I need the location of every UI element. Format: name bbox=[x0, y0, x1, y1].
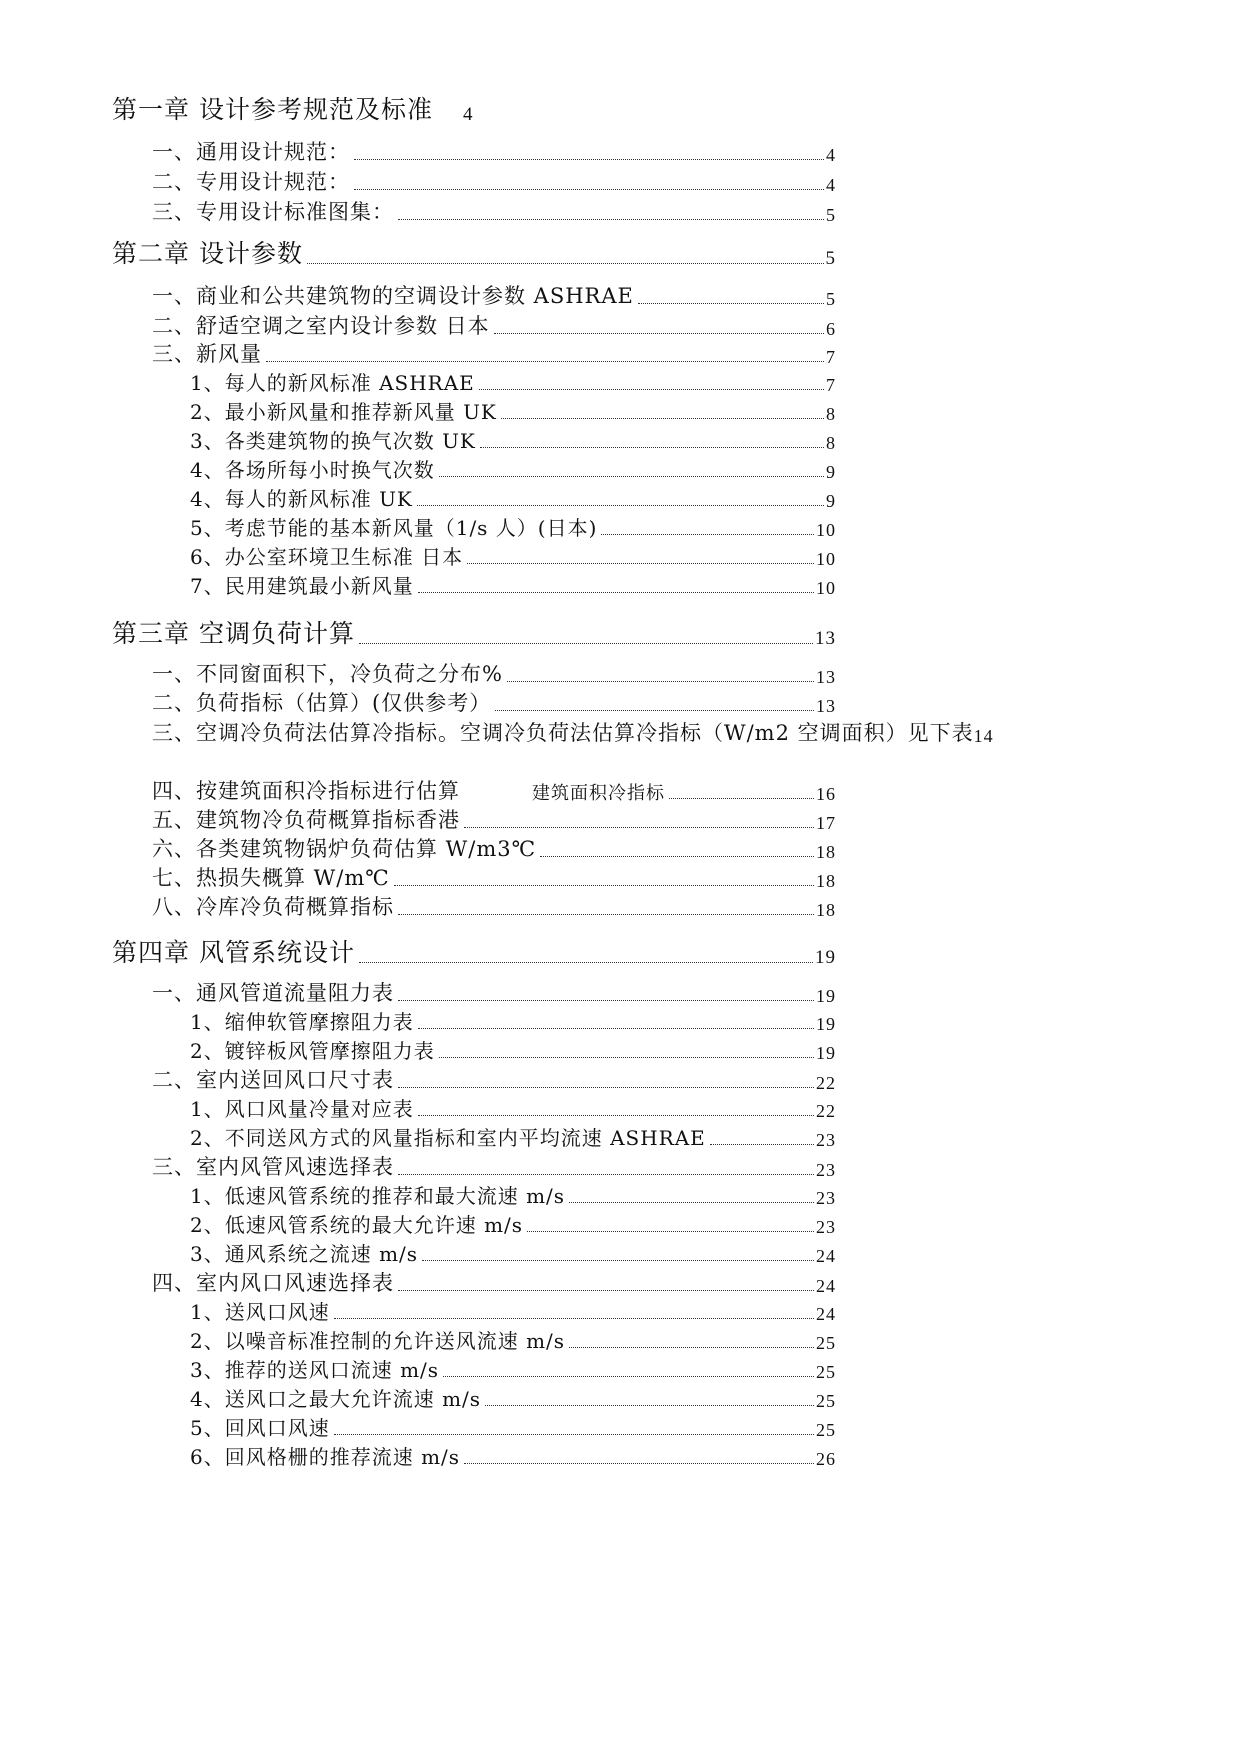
watermark: zhulong.com bbox=[485, 645, 670, 678]
toc-section[interactable] bbox=[152, 687, 836, 717]
toc-entry-label: 六、各类建筑物锅炉负荷估算 W/m3℃ bbox=[152, 837, 537, 861]
toc-entry-label: 3、通风系统之流速 m/s bbox=[190, 1242, 419, 1266]
toc-subsection[interactable] bbox=[190, 1383, 836, 1412]
toc-dot-leader bbox=[422, 1260, 814, 1261]
toc-page-number: 7 bbox=[826, 375, 836, 395]
toc-entry-label: 6、回风格栅的推荐流速 m/s bbox=[190, 1445, 461, 1469]
toc-subsection[interactable] bbox=[190, 1412, 836, 1441]
toc-entry-label: 第一章 设计参考规范及标准 bbox=[112, 95, 433, 124]
toc-entry-label: 3、推荐的送风口流速 m/s bbox=[190, 1358, 440, 1382]
toc-dot-leader bbox=[354, 159, 824, 160]
toc-dot-leader bbox=[494, 333, 824, 334]
toc-page-number: 9 bbox=[826, 491, 836, 511]
toc-page-number: 18 bbox=[816, 842, 836, 862]
toc-page-number: 24 bbox=[816, 1304, 836, 1324]
toc-section[interactable] bbox=[152, 833, 836, 863]
toc-page-number: 5 bbox=[826, 205, 836, 225]
toc-subsection[interactable] bbox=[190, 1035, 836, 1064]
toc-dot-leader bbox=[334, 1434, 814, 1435]
toc-page-number: 23 bbox=[816, 1130, 836, 1150]
toc-page-number: 9 bbox=[826, 462, 836, 482]
toc-dot-leader bbox=[359, 962, 813, 963]
toc-dot-leader bbox=[464, 827, 814, 828]
toc-chapter[interactable] bbox=[112, 933, 836, 969]
toc-entry-label: 4、送风口之最大允许流速 m/s bbox=[190, 1387, 482, 1411]
toc-dot-leader bbox=[439, 476, 824, 477]
toc-entry-label: 三、空调冷负荷法估算冷指标。空调冷负荷法估算冷指标（W/m2 空调面积）见下表 bbox=[152, 721, 974, 745]
toc-dot-leader bbox=[501, 418, 824, 419]
toc-entry-label: 2、低速风管系统的最大允许速 m/s bbox=[190, 1213, 524, 1237]
toc-dot-leader bbox=[569, 1202, 814, 1203]
toc-subsection[interactable] bbox=[190, 1006, 836, 1035]
toc-entry-label: 2、最小新风量和推荐新风量 UK bbox=[190, 400, 497, 424]
toc-subsection[interactable] bbox=[190, 1325, 836, 1354]
toc-page-number: 19 bbox=[816, 986, 836, 1006]
toc-dot-leader bbox=[601, 534, 814, 535]
toc-dot-leader bbox=[398, 914, 814, 915]
toc-entry-label: 6、办公室环境卫生标准 日本 bbox=[190, 545, 464, 569]
toc-subsection[interactable] bbox=[190, 1354, 836, 1383]
toc-section[interactable] bbox=[152, 136, 836, 166]
toc-dot-leader bbox=[569, 1347, 814, 1348]
toc-page-number: 19 bbox=[815, 947, 836, 968]
toc-entry-label: 第三章 空调负荷计算 bbox=[112, 619, 355, 648]
toc-section[interactable] bbox=[152, 717, 994, 747]
toc-subsection[interactable] bbox=[190, 1180, 836, 1209]
toc-chapter[interactable] bbox=[112, 614, 836, 650]
toc-entry-label: 2、以噪音标准控制的允许送风流速 m/s bbox=[190, 1329, 566, 1353]
toc-subsection[interactable] bbox=[190, 425, 836, 454]
toc-dot-leader bbox=[479, 389, 824, 390]
toc-entry-label: 1、每人的新风标准 ASHRAE bbox=[190, 371, 475, 395]
toc-entry-label: 一、通用设计规范： bbox=[152, 140, 350, 164]
toc-page-number: 7 bbox=[826, 347, 836, 367]
toc-dot-leader bbox=[418, 1115, 814, 1116]
toc-entry-label: 4、每人的新风标准 UK bbox=[190, 487, 413, 511]
toc-dot-leader bbox=[669, 798, 814, 799]
toc-section[interactable] bbox=[152, 977, 836, 1007]
toc-page-number: 5 bbox=[825, 248, 836, 269]
toc-page-number: 19 bbox=[816, 1014, 836, 1034]
toc-entry-label: 二、专用设计规范： bbox=[152, 170, 350, 194]
toc-chapter[interactable] bbox=[112, 90, 473, 126]
toc-entry-label: 5、考虑节能的基本新风量（1/s 人）(日本) bbox=[190, 516, 598, 540]
toc-entry-label: 1、风口风量冷量对应表 bbox=[190, 1097, 414, 1121]
toc-subsection[interactable] bbox=[190, 1238, 836, 1267]
toc-dot-leader bbox=[467, 563, 814, 564]
toc-page-number: 25 bbox=[816, 1362, 836, 1382]
toc-subsection[interactable] bbox=[190, 541, 836, 570]
toc-section[interactable] bbox=[152, 310, 836, 340]
toc-page-number: 18 bbox=[816, 900, 836, 920]
toc-subsection[interactable] bbox=[190, 1441, 836, 1470]
toc-entry-label: 4、各场所每小时换气次数 bbox=[190, 458, 435, 482]
toc-page-number: 14 bbox=[973, 726, 994, 746]
toc-entry-label: 5、回风口风速 bbox=[190, 1416, 330, 1440]
toc-dot-leader bbox=[480, 447, 824, 448]
toc-dot-leader bbox=[710, 1144, 814, 1145]
toc-page-number: 13 bbox=[815, 628, 836, 649]
toc-page-number: 13 bbox=[816, 696, 836, 716]
toc-entry-label: 1、送风口风速 bbox=[190, 1300, 330, 1324]
toc-dot-leader bbox=[417, 505, 824, 506]
toc-page-number: 4 bbox=[826, 145, 836, 165]
toc-page-number: 25 bbox=[816, 1420, 836, 1440]
toc-section[interactable] bbox=[152, 338, 836, 368]
toc-dot-leader bbox=[439, 1057, 814, 1058]
toc-section[interactable] bbox=[152, 196, 836, 226]
toc-entry-label: 二、负荷指标（估算）(仅供参考） bbox=[152, 691, 492, 715]
toc-dot-leader bbox=[398, 219, 824, 220]
toc-section[interactable] bbox=[152, 1267, 836, 1297]
toc-entry-label: 3、各类建筑物的换气次数 UK bbox=[190, 429, 476, 453]
toc-dot-leader bbox=[418, 592, 814, 593]
toc-section[interactable] bbox=[152, 775, 836, 805]
toc-dot-leader bbox=[443, 1376, 814, 1377]
toc-subsection[interactable] bbox=[190, 396, 836, 425]
toc-page-number: 23 bbox=[816, 1160, 836, 1180]
toc-subsection[interactable] bbox=[190, 454, 836, 483]
toc-page-number: 24 bbox=[816, 1246, 836, 1266]
toc-subsection[interactable] bbox=[190, 512, 836, 541]
toc-page-number: 4 bbox=[826, 175, 836, 195]
toc-page-number: 22 bbox=[816, 1073, 836, 1093]
toc-page-number: 25 bbox=[816, 1333, 836, 1353]
toc-dot-leader bbox=[398, 1174, 814, 1175]
toc-page-number: 25 bbox=[816, 1391, 836, 1411]
toc-subsection[interactable] bbox=[190, 570, 836, 599]
toc-page-number: 6 bbox=[826, 319, 836, 339]
toc-entry-label: 2、不同送风方式的风量指标和室内平均流速 ASHRAE bbox=[190, 1126, 706, 1150]
toc-dot-leader bbox=[464, 1463, 814, 1464]
toc-entry-label: 一、不同窗面积下，冷负荷之分布% bbox=[152, 662, 503, 686]
toc-page-number: 10 bbox=[816, 520, 836, 540]
toc-dot-leader bbox=[507, 681, 814, 682]
toc-dot-leader bbox=[540, 856, 814, 857]
toc-page-number: 16 bbox=[816, 784, 836, 804]
toc-page-number: 19 bbox=[816, 1043, 836, 1063]
toc-entry-label: 1、缩伸软管摩擦阻力表 bbox=[190, 1010, 414, 1034]
toc-subsection[interactable] bbox=[190, 1209, 836, 1238]
toc-section[interactable] bbox=[152, 280, 836, 310]
toc-entry-label: 第二章 设计参数 bbox=[112, 239, 303, 268]
toc-subsection[interactable] bbox=[190, 1296, 836, 1325]
toc-dot-leader bbox=[527, 1231, 814, 1232]
toc-entry-label: 一、商业和公共建筑物的空调设计参数 ASHRAE bbox=[152, 284, 634, 308]
toc-section[interactable] bbox=[152, 862, 836, 892]
toc-subsection[interactable] bbox=[190, 1122, 836, 1151]
toc-dot-leader bbox=[266, 361, 824, 362]
toc-entry-label: 2、镀锌板风管摩擦阻力表 bbox=[190, 1039, 435, 1063]
toc-dot-leader bbox=[354, 189, 824, 190]
toc-entry-label: 三、新风量 bbox=[152, 342, 262, 366]
toc-page-number: 26 bbox=[816, 1449, 836, 1469]
toc-entry-label: 二、室内送回风口尺寸表 bbox=[152, 1068, 394, 1092]
toc-entry-label: 七、热损失概算 W/m℃ bbox=[152, 866, 390, 890]
toc-chapter[interactable] bbox=[112, 234, 836, 270]
toc-subsection[interactable] bbox=[190, 1093, 836, 1122]
toc-entry-label: 四、室内风口风速选择表 bbox=[152, 1271, 394, 1295]
toc-page-number: 10 bbox=[816, 578, 836, 598]
toc-page-number: 22 bbox=[816, 1101, 836, 1121]
toc-entry-label: 四、按建筑面积冷指标进行估算 bbox=[152, 779, 460, 803]
toc-dot-leader bbox=[394, 885, 814, 886]
toc-entry-label: 八、冷库冷负荷概算指标 bbox=[152, 895, 394, 919]
toc-dot-leader bbox=[307, 263, 824, 264]
toc-entry-label: 三、室内风管风速选择表 bbox=[152, 1155, 394, 1179]
toc-page-number: 4 bbox=[462, 104, 474, 125]
toc-dot-leader bbox=[359, 643, 813, 644]
toc-section[interactable] bbox=[152, 1064, 836, 1094]
toc-entry-label: 7、民用建筑最小新风量 bbox=[190, 574, 414, 598]
toc-section[interactable] bbox=[152, 804, 836, 834]
toc-page-number: 5 bbox=[826, 289, 836, 309]
toc-page-number: 10 bbox=[816, 549, 836, 569]
toc-entry-label: 第四章 风管系统设计 bbox=[112, 938, 355, 967]
toc-dot-leader bbox=[334, 1318, 814, 1319]
toc-dot-leader bbox=[495, 710, 814, 711]
toc-entry-label: 一、通风管道流量阻力表 bbox=[152, 981, 394, 1005]
toc-page-number: 17 bbox=[816, 813, 836, 833]
toc-page-number: 23 bbox=[816, 1188, 836, 1208]
toc-dot-leader bbox=[418, 1028, 814, 1029]
toc-page-number: 8 bbox=[826, 433, 836, 453]
toc-entry-label: 二、舒适空调之室内设计参数 日本 bbox=[152, 314, 490, 338]
toc-page-number: 23 bbox=[816, 1217, 836, 1237]
toc-entry-label: 1、低速风管系统的推荐和最大流速 m/s bbox=[190, 1184, 566, 1208]
toc-dot-leader bbox=[398, 1087, 814, 1088]
toc-subsection[interactable] bbox=[190, 483, 836, 512]
toc-section[interactable] bbox=[152, 658, 836, 688]
toc-dot-leader bbox=[485, 1405, 814, 1406]
toc-dot-leader bbox=[398, 1290, 814, 1291]
toc-entry-note: 建筑面积冷指标 bbox=[532, 783, 665, 804]
toc-page-number: 8 bbox=[826, 404, 836, 424]
toc-page-number: 18 bbox=[816, 871, 836, 891]
toc-dot-leader bbox=[398, 1000, 814, 1001]
toc-page-number: 24 bbox=[816, 1276, 836, 1296]
toc-section[interactable] bbox=[152, 891, 836, 921]
toc-dot-leader bbox=[638, 303, 824, 304]
toc-section[interactable] bbox=[152, 1151, 836, 1181]
toc-page-number: 13 bbox=[816, 667, 836, 687]
toc-entry-label: 三、专用设计标准图集： bbox=[152, 200, 394, 224]
toc-entry-label: 五、建筑物冷负荷概算指标香港 bbox=[152, 808, 460, 832]
toc-subsection[interactable] bbox=[190, 367, 836, 396]
toc-section[interactable] bbox=[152, 166, 836, 196]
